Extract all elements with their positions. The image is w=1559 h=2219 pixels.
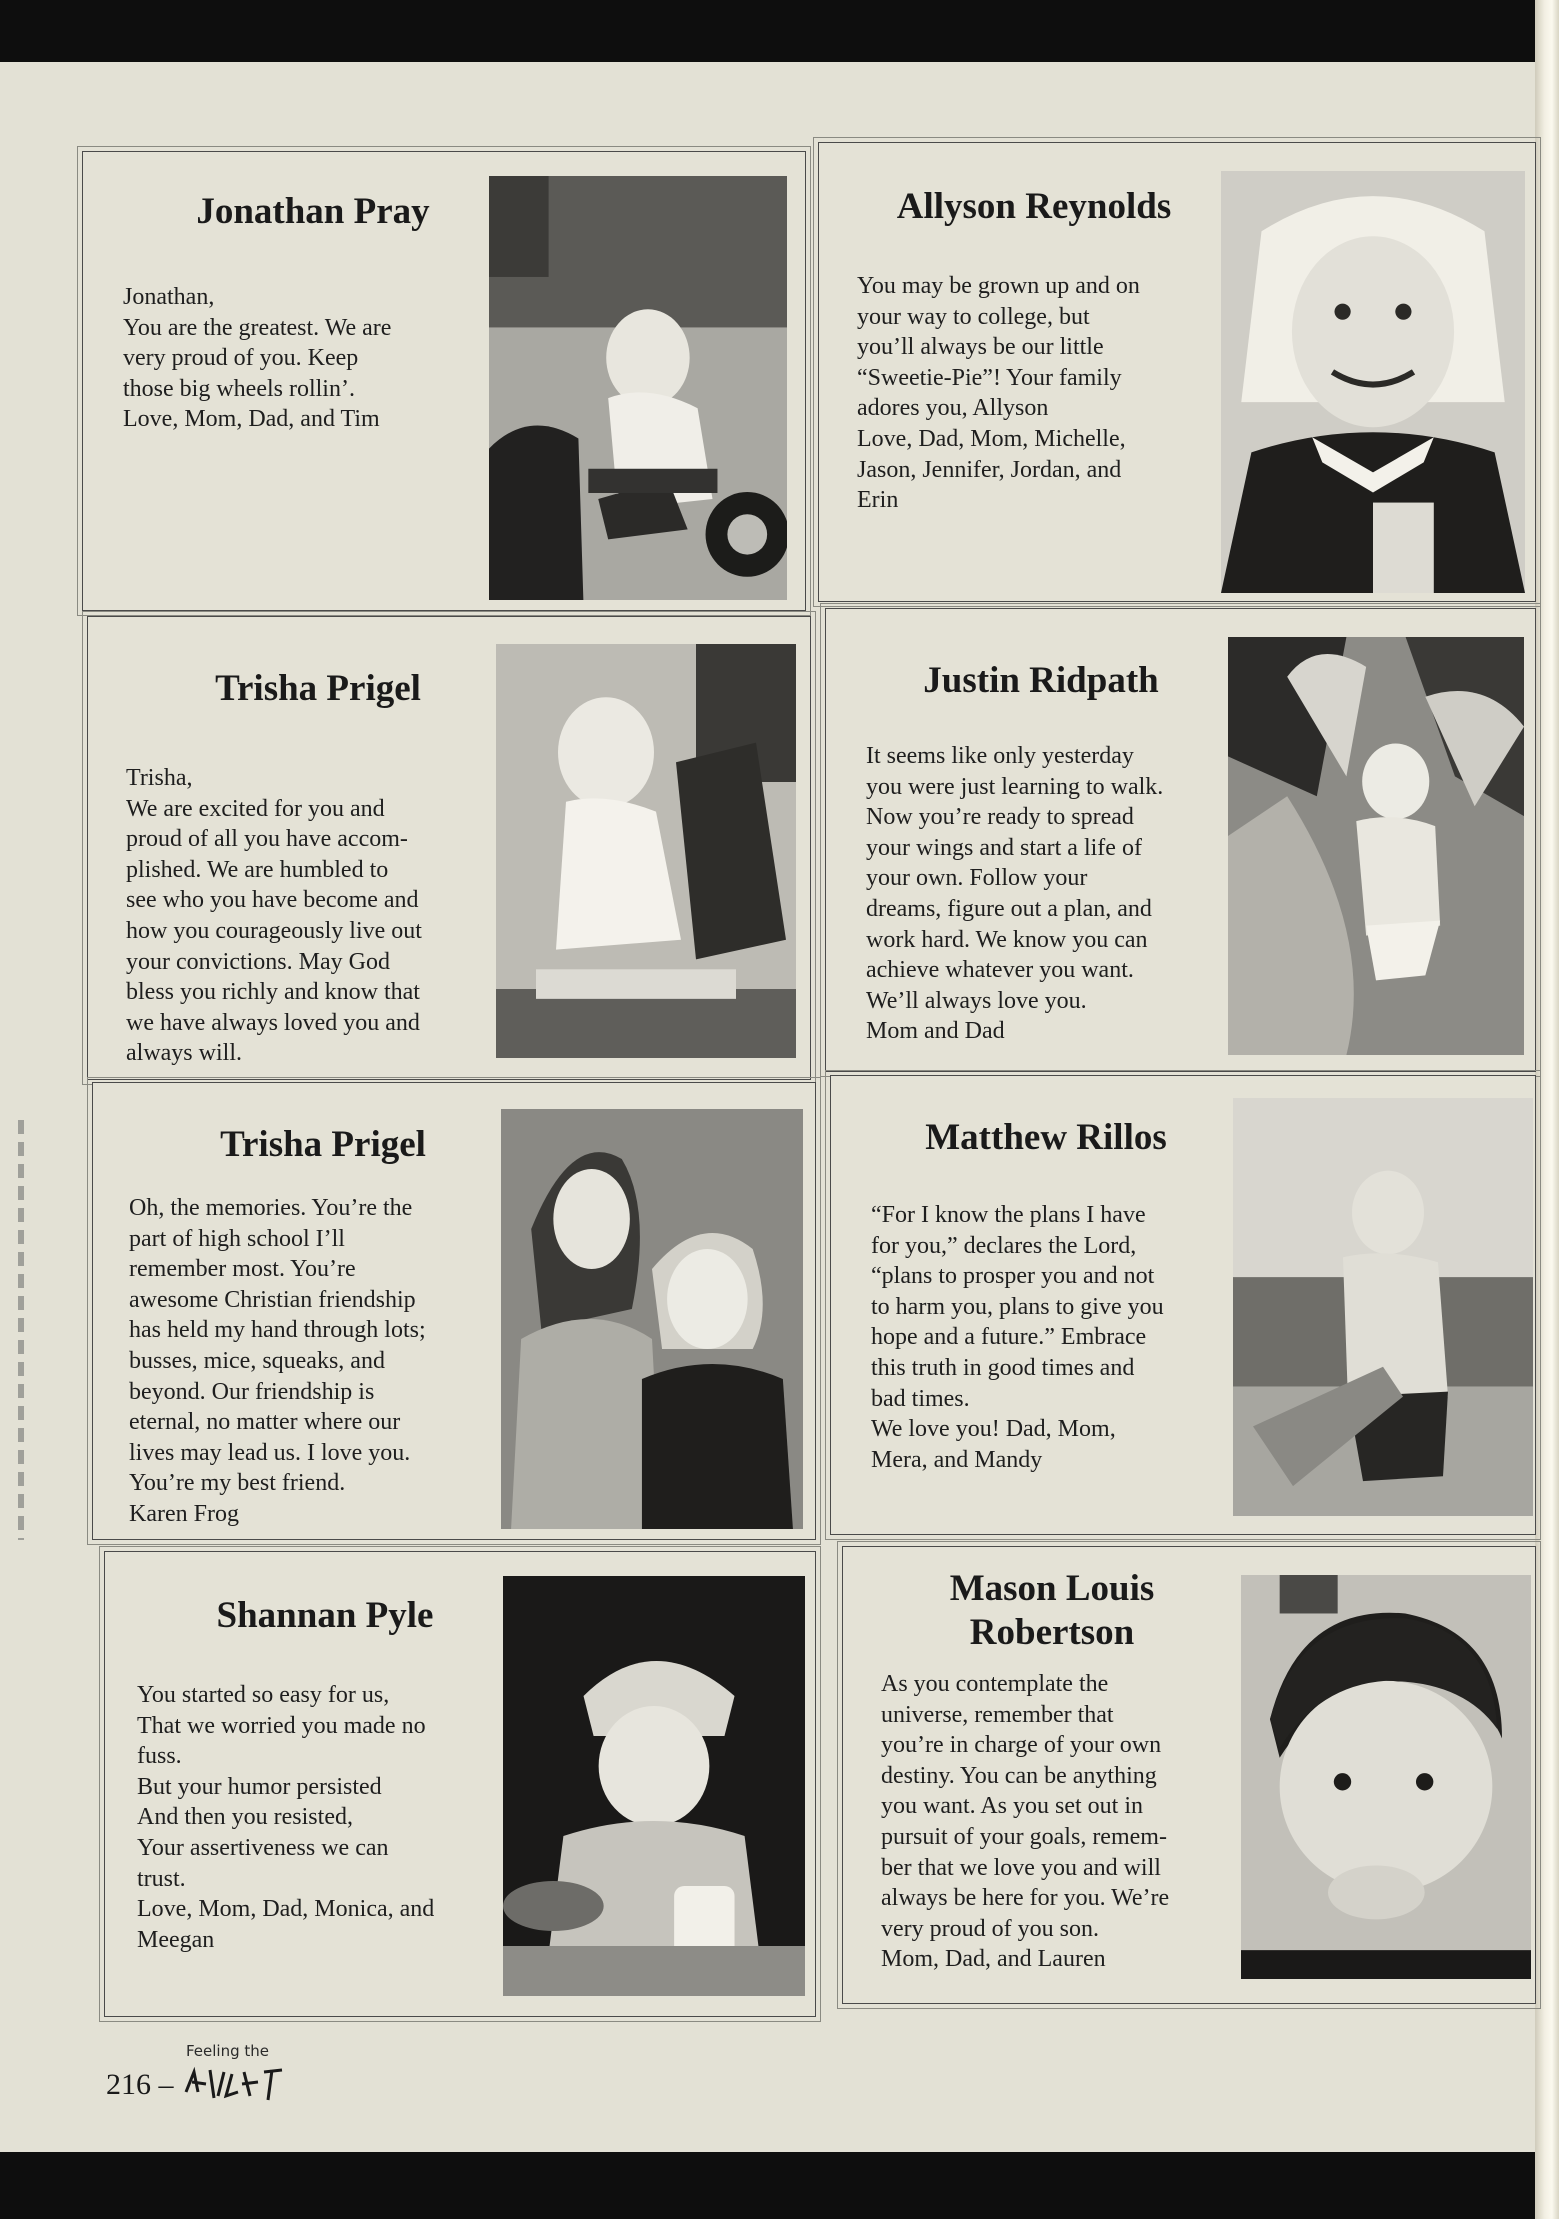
name-line: Robertson [969, 1612, 1135, 1653]
heat-logo [180, 2062, 290, 2106]
tribute-message [126, 763, 422, 1069]
message-line: see who you have become and [126, 887, 419, 914]
message-line: those big wheels rollin’. [123, 375, 355, 402]
message-line: Love, Dad, Mom, Michelle, [857, 425, 1126, 452]
message-line: adores you, Allyson [857, 395, 1049, 422]
message-line: your wings and start a life of [866, 834, 1142, 861]
tribute-message [137, 1680, 434, 1955]
tribute-message [857, 271, 1140, 516]
message-line: your convictions. May God [126, 948, 390, 975]
message-line: As you contemplate the [881, 1671, 1109, 1697]
girl-in-bonnet-photo [503, 1576, 805, 1996]
tribute-card-jonathan-pray [82, 151, 806, 611]
message-line: this truth in good times and [871, 1354, 1135, 1381]
tribute-name [113, 1123, 533, 1167]
two-friends-photo [501, 1109, 803, 1529]
child-on-big-wheel-photo [489, 176, 787, 600]
tribute-name [851, 1116, 1241, 1160]
tribute-card-mason-louis-robertson [842, 1546, 1536, 2004]
tribute-message [871, 1200, 1164, 1475]
message-line: You may be grown up and on [857, 273, 1140, 299]
message-line: we have always loved you and [126, 1009, 420, 1036]
name-line: Trisha Prigel [215, 668, 421, 709]
message-line: to harm you, plans to give you [871, 1293, 1164, 1320]
message-line: hope and a future.” Embrace [871, 1324, 1147, 1351]
tribute-message [129, 1193, 426, 1530]
message-line: part of high school I’ll [129, 1225, 345, 1252]
message-line: very proud of you. Keep [123, 345, 359, 372]
message-line: eternal, no matter where our [129, 1409, 401, 1436]
message-line: pursuit of your goals, remem- [881, 1823, 1167, 1850]
tribute-card-trisha-prigel [87, 616, 811, 1080]
message-line: And then you resisted, [137, 1804, 353, 1831]
name-line: Matthew Rillos [925, 1117, 1167, 1158]
toddler-at-beach-photo [1233, 1098, 1533, 1516]
tribute-message [123, 282, 391, 435]
message-line: Mom, Dad, and Lauren [881, 1946, 1106, 1973]
message-line: It seems like only yesterday [866, 743, 1134, 769]
toddler-sitting-photo [496, 644, 796, 1058]
message-line: always will. [126, 1040, 242, 1067]
message-line: has held my hand through lots; [129, 1317, 426, 1344]
message-line: We love you! Dad, Mom, [871, 1416, 1116, 1443]
message-line: you’ll always be our little [857, 334, 1104, 361]
message-line: proud of all you have accom- [126, 826, 408, 853]
message-line: You’re my best friend. [129, 1470, 346, 1497]
message-line: remember most. You’re [129, 1256, 356, 1283]
message-line: lives may lead us. I love you. [129, 1439, 411, 1466]
message-line: you were just learning to walk. [866, 773, 1164, 800]
message-line: you’re in charge of your own [881, 1732, 1162, 1759]
message-line: Jason, Jennifer, Jordan, and [857, 456, 1122, 483]
baby-closeup-photo [1241, 1575, 1531, 1979]
name-line: Mason Louis [949, 1568, 1155, 1609]
tribute-message [881, 1669, 1169, 1975]
message-line: awesome Christian friendship [129, 1286, 416, 1313]
message-line: Mom and Dad [866, 1018, 1005, 1045]
binding-marks [18, 1120, 24, 1540]
message-line: work hard. We know you can [866, 926, 1148, 953]
name-line: Trisha Prigel [220, 1124, 426, 1165]
tribute-card-trisha-prigel-friend [92, 1082, 816, 1540]
message-line: busses, mice, squeaks, and [129, 1347, 385, 1374]
message-line: achieve whatever you want. [866, 957, 1134, 984]
tribute-card-matthew-rillos [830, 1075, 1536, 1535]
message-line: your own. Follow your [866, 865, 1088, 892]
message-line: Love, Mom, Dad, Monica, and [137, 1896, 435, 1923]
tribute-name [846, 659, 1236, 703]
message-line: Jonathan, [123, 284, 215, 310]
message-line: “Sweetie-Pie”! Your family [857, 364, 1122, 391]
message-line: “For I know the plans I have [871, 1202, 1146, 1228]
tribute-name [839, 185, 1229, 229]
name-line: Allyson Reynolds [896, 186, 1172, 227]
message-line: ber that we love you and will [881, 1854, 1161, 1881]
message-line: Oh, the memories. You’re the [129, 1195, 413, 1221]
message-line: Erin [857, 487, 899, 514]
message-line: for you,” declares the Lord, [871, 1232, 1137, 1259]
message-line: you want. As you set out in [881, 1793, 1143, 1820]
message-line: We’ll always love you. [866, 987, 1087, 1014]
message-line: You are the greatest. We are [123, 314, 392, 341]
tribute-message [866, 741, 1163, 1047]
message-line: bad times. [871, 1385, 970, 1412]
tribute-name [125, 1594, 525, 1638]
tribute-name [857, 1567, 1247, 1655]
message-line: very proud of you son. [881, 1915, 1099, 1942]
message-line: Mera, and Mandy [871, 1446, 1043, 1473]
message-line: trust. [137, 1865, 186, 1892]
message-line: plished. We are humbled to [126, 856, 389, 883]
message-line: your way to college, but [857, 303, 1090, 330]
message-line: But your humor persisted [137, 1773, 382, 1800]
message-line: beyond. Our friendship is [129, 1378, 375, 1405]
name-line: Shannan Pyle [216, 1595, 434, 1636]
page-edge [1535, 0, 1559, 2219]
tribute-name [103, 190, 523, 234]
message-line: “plans to prosper you and not [871, 1263, 1155, 1290]
tribute-card-allyson-reynolds [818, 142, 1536, 602]
girl-portrait-photo [1221, 171, 1525, 593]
message-line: Love, Mom, Dad, and Tim [123, 406, 380, 433]
tribute-card-shannan-pyle [104, 1551, 816, 2017]
page-number: 216 – [106, 2068, 174, 2101]
message-line: Trisha, [126, 765, 193, 791]
message-line: how you courageously live out [126, 917, 422, 944]
message-line: You started so easy for us, [137, 1682, 390, 1708]
message-line: Now you’re ready to spread [866, 804, 1134, 831]
message-line: Karen Frog [129, 1500, 239, 1527]
message-line: dreams, figure out a plan, and [866, 895, 1152, 922]
message-line: That we worried you made no [137, 1712, 426, 1739]
message-line: destiny. You can be anything [881, 1762, 1157, 1789]
message-line: always be here for you. We’re [881, 1885, 1170, 1912]
tribute-name [108, 667, 528, 711]
message-line: bless you richly and know that [126, 979, 420, 1006]
message-line: universe, remember that [881, 1701, 1114, 1728]
toddler-by-plants-photo [1228, 637, 1524, 1055]
message-line: We are excited for you and [126, 795, 385, 822]
message-line: Meegan [137, 1926, 215, 1953]
message-line: fuss. [137, 1743, 182, 1770]
name-line: Jonathan Pray [196, 191, 430, 232]
tribute-card-justin-ridpath [825, 608, 1536, 1072]
message-line: Your assertiveness we can [137, 1834, 389, 1861]
name-line: Justin Ridpath [923, 660, 1159, 701]
section-caption: Feeling the [186, 2042, 270, 2060]
